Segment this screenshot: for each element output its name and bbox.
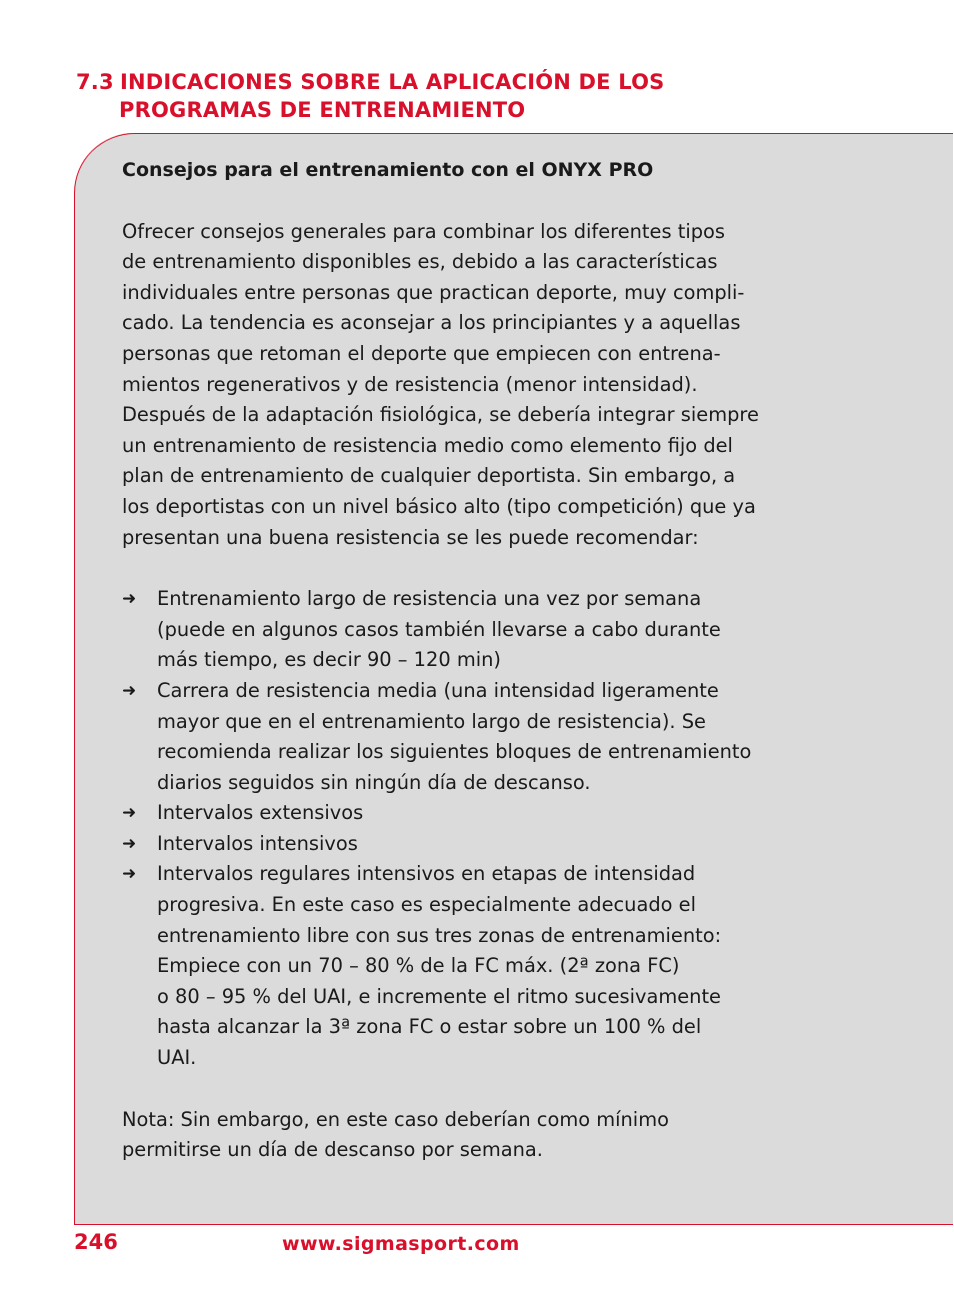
text-line: entrenamiento libre con sus tres zonas de entrenamiento: [157, 923, 722, 947]
spacer [122, 1074, 832, 1105]
text-line: plan de entrenamiento de cualquier deportista. Sin embargo, a [122, 464, 736, 488]
list-item [122, 829, 832, 860]
text-line: de entrenamiento disponibles es, debido a las características [122, 250, 718, 274]
page-number: 246 [74, 1230, 118, 1254]
text-line: Intervalos intensivos [157, 831, 358, 855]
spacer [122, 186, 832, 217]
heading-title-line-1: INDICACIONES SOBRE LA APLICACIÓN DE LOS [120, 70, 665, 94]
text-line: recomienda realizar los siguientes bloques de entrenamiento [157, 740, 752, 764]
text-line: más tiempo, es decir 90 – 120 min) [157, 648, 501, 672]
right-arrow-icon: ➜ [122, 864, 137, 885]
recommendation-list [122, 584, 832, 1074]
list-item [122, 584, 832, 676]
text-line: Intervalos extensivos [157, 801, 364, 825]
section-number: 7.3 [76, 70, 114, 94]
text-line: Empiece con un 70 – 80 % de la FC máx. (2ª zona FC) [157, 954, 680, 978]
footer-url: www.sigmasport.com [282, 1233, 520, 1255]
text-line: UAI. [157, 1046, 197, 1070]
right-arrow-icon: ➜ [122, 833, 137, 854]
text-line: presentan una buena resistencia se les puede recomendar: [122, 525, 699, 549]
text-line: cado. La tendencia es aconsejar a los principiantes y a aquellas [122, 311, 741, 335]
text-line: diarios seguidos sin ningún día de descanso. [157, 770, 591, 794]
right-arrow-icon: ➜ [122, 803, 137, 824]
text-line: Intervalos regulares intensivos en etapas de intensidad [157, 862, 696, 886]
text-line: progresiva. En este caso es especialmente adecuado el [157, 893, 696, 917]
text-line: personas que retoman el deporte que empiecen con entrena- [122, 341, 721, 365]
text-line: o 80 – 95 % del UAI, e incremente el ritmo sucesivamente [157, 984, 721, 1008]
section-heading [76, 68, 664, 124]
list-item [122, 859, 832, 1073]
text-line: Nota: Sin embargo, en este caso deberían como mínimo [122, 1107, 669, 1131]
text-line: Carrera de resistencia media (una intensidad ligeramente [157, 678, 719, 702]
right-arrow-icon: ➜ [122, 680, 137, 701]
text-line: Entrenamiento largo de resistencia una vez por semana [157, 587, 702, 611]
heading-line-1 [76, 68, 664, 96]
text-line: mayor que en el entrenamiento largo de resistencia). Se [157, 709, 706, 733]
panel-content [122, 155, 832, 1166]
text-line: Después de la adaptación fisiológica, se debería integrar siempre [122, 403, 759, 427]
heading-title-line-2: PROGRAMAS DE ENTRENAMIENTO [119, 98, 526, 122]
panel-subtitle: Consejos para el entrenamiento con el ONYX PRO [122, 159, 654, 181]
text-line: mientos regenerativos y de resistencia (menor intensidad). [122, 372, 698, 396]
text-line: un entrenamiento de resistencia medio como elemento fijo del [122, 433, 733, 457]
text-line: (puede en algunos casos también llevarse a cabo durante [157, 617, 721, 641]
list-item [122, 798, 832, 829]
intro-paragraph [122, 217, 832, 554]
text-line: los deportistas con un nivel básico alto (tipo competición) que ya [122, 494, 756, 518]
list-item [122, 676, 832, 798]
text-line: permitirse un día de descanso por semana. [122, 1138, 543, 1162]
text-line: Ofrecer consejos generales para combinar los diferentes tipos [122, 219, 725, 243]
spacer [122, 553, 832, 584]
note-paragraph [122, 1105, 832, 1166]
text-line: individuales entre personas que practican deporte, muy compli- [122, 280, 745, 304]
text-line: hasta alcanzar la 3ª zona FC o estar sobre un 100 % del [157, 1015, 702, 1039]
right-arrow-icon: ➜ [122, 589, 137, 610]
